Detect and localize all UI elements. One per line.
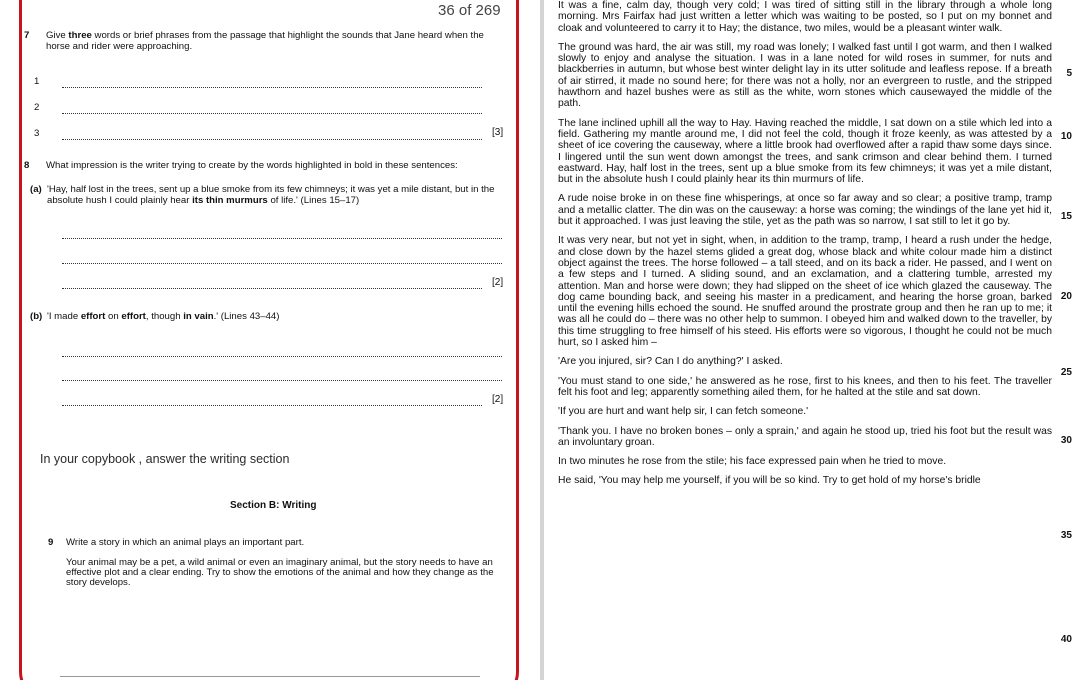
passage-text [558, 0, 1052, 495]
q8b-label: (b) [30, 311, 43, 322]
page-counter: 36 of 269 [438, 2, 501, 19]
passage-paragraph: It was a fine, calm day, though very cold; I was tired of sitting still in the library through a whole long morning. Mrs Fairfax had just written a letter which was waiting to be posted, so I put on my bonnet and cloak and volunteered to carry it to Hay; the distance, two miles, would be a pleasant winter walk. [558, 0, 1052, 34]
q7-number: 7 [24, 30, 30, 41]
q9-detail: Your animal may be a pet, a wild animal or even an imaginary animal, but the story needs to have an effective plot and a clear ending. Try to show the emotions of the animal and how they change as the story develops. [66, 557, 494, 588]
passage-line-number: 30 [1060, 435, 1072, 446]
passage-paragraph: 'You must stand to one side,' he answered as he rose, first to his knees, and then to his feet. The traveller felt his foot and leg; apparently something ailed them, for he halted at the stile and sat down. [558, 375, 1052, 398]
answer-line[interactable] [62, 263, 502, 264]
passage-paragraph: 'Are you injured, sir? Can I do anything?' I asked. [558, 356, 783, 368]
q8-number: 8 [24, 160, 30, 171]
passage-paragraph: The lane inclined uphill all the way to Hay. Having reached the middle, I sat down on a stile which led into a field. Gathering my mantle around me, I did not feel the cold, though it froze keenly, as was attested by a sheet of ice covering the causeway, where a little brook had overflowed after a rapid thaw some days since. I lingered until the sun went down amongst the trees, and sank crimson and clear behind them. I turned eastward. Hay, half lost in the trees, sent up a blue smoke from its few chimneys; it was yet a mile distant, but in the absolute hush I could plainly hear its thin murmurs of life. [558, 117, 1052, 186]
q8a-label: (a) [30, 184, 42, 195]
passage-paragraph: The ground was hard, the air was still, my road was lonely; I walked fast until I got warm, and then I walked slowly to enjoy and analyse the situation. I was in a lane noted for wild roses in summer, for nuts and blackberries in autumn, but whose best winter delight lay in its utter solitude and leafless repose. If a breath of air stirred, it made no sound here; for there was not a holly, nor an evergreen to rustle, and the stripped hawthorn and hazel bushes were as still as the white, worn stones which causewayed the middle of the path. [558, 41, 1052, 110]
answer-line[interactable] [62, 113, 482, 114]
passage-page [544, 0, 1080, 680]
answer-line[interactable] [62, 139, 482, 140]
answer-line[interactable] [62, 356, 502, 357]
q8b-quote: 'I made effort on effort, though in vain.' (Lines 43–44) [47, 311, 280, 322]
passage-paragraph: 'If you are hurt and want help sir, I can fetch someone.' [558, 406, 809, 418]
passage-paragraph: 'Thank you. I have no broken bones – only a sprain,' and again he stood up, tried his foot but the result was an involuntary groan. [558, 425, 1052, 448]
passage-line-number: 25 [1060, 367, 1072, 378]
q8-text: What impression is the writer trying to create by the words highlighted in bold in these sentences: [46, 160, 458, 171]
passage-line-number: 10 [1060, 131, 1072, 142]
answer-line-number: 1 [34, 76, 40, 87]
q8b-marks: [2] [492, 394, 504, 405]
answer-line[interactable] [62, 288, 482, 289]
passage-line-number: 40 [1060, 634, 1072, 645]
passage-line-number: 35 [1060, 530, 1072, 541]
passage-line-number: 15 [1060, 211, 1072, 222]
section-b-heading: Section B: Writing [230, 500, 317, 511]
passage-paragraph: In two minutes he rose from the stile; his face expressed pain when he tried to move. [558, 456, 947, 468]
passage-paragraph: He said, 'You may help me yourself, if you will be so kind. Try to get hold of my horse's bridle [558, 475, 981, 487]
answer-line[interactable] [62, 405, 482, 406]
q8a-quote: 'Hay, half lost in the trees, sent up a blue smoke from its few chimneys; it was yet a mile distant, but in the absolute hush I could plainly hear its thin murmurs of life.' (Lines 15–17) [47, 184, 495, 206]
q7-marks: [3] [492, 127, 504, 138]
q8a-marks: [2] [492, 277, 504, 288]
passage-paragraph: A rude noise broke in on these fine whisperings, at once so far away and so clear; a positive tramp, tramp and a metallic clatter. The din was on the causeway: a horse was coming; the windings of the lane yet hid it, but it approached. I was just leaving the stile, yet as the path was so narrow, I sat still to let it go by. [558, 193, 1052, 228]
page-bottom-rule [60, 676, 480, 677]
answer-line[interactable] [62, 87, 482, 88]
q7-text: Give three words or brief phrases from the passage that highlight the sounds that Jane heard when the horse and rider were approaching. [46, 30, 484, 52]
copybook-instruction: In your copybook , answer the writing section [40, 452, 290, 466]
passage-line-number: 20 [1060, 291, 1072, 302]
answer-line-number: 3 [34, 128, 40, 139]
passage-line-number: 5 [1066, 68, 1072, 79]
q9-text: Write a story in which an animal plays an important part. [66, 537, 305, 548]
answer-line-number: 2 [34, 102, 40, 113]
answer-line[interactable] [62, 380, 502, 381]
q9-number: 9 [48, 537, 54, 548]
answer-line[interactable] [62, 238, 502, 239]
passage-paragraph: It was very near, but not yet in sight, when, in addition to the tramp, tramp, I heard a rush under the hedge, and close down by the hazel stems glided a great dog, whose black and white colour made him a distinct object against the trees. The horse followed – a tall steed, and on its back a rider. He passed, and I went on a few steps and I turned. A sliding sound, and an exclamation, and a clattering tumble, arrested my attention. Man and horse were down; they had slipped on the sheet of ice which glazed the causeway. The dog came bounding back, and seeing his master in a predicament, and hearing the horse groan, barked until the evening hills echoed the sound. He snuffed around the prostrate group and then he ran up to me; it was all he could do – there was no other help to summon. I obeyed him and walked down to the traveller, by this time struggling to free himself of his steed. His efforts were so vigorous, I thought he could not be much hurt, so I asked him – [558, 235, 1052, 349]
